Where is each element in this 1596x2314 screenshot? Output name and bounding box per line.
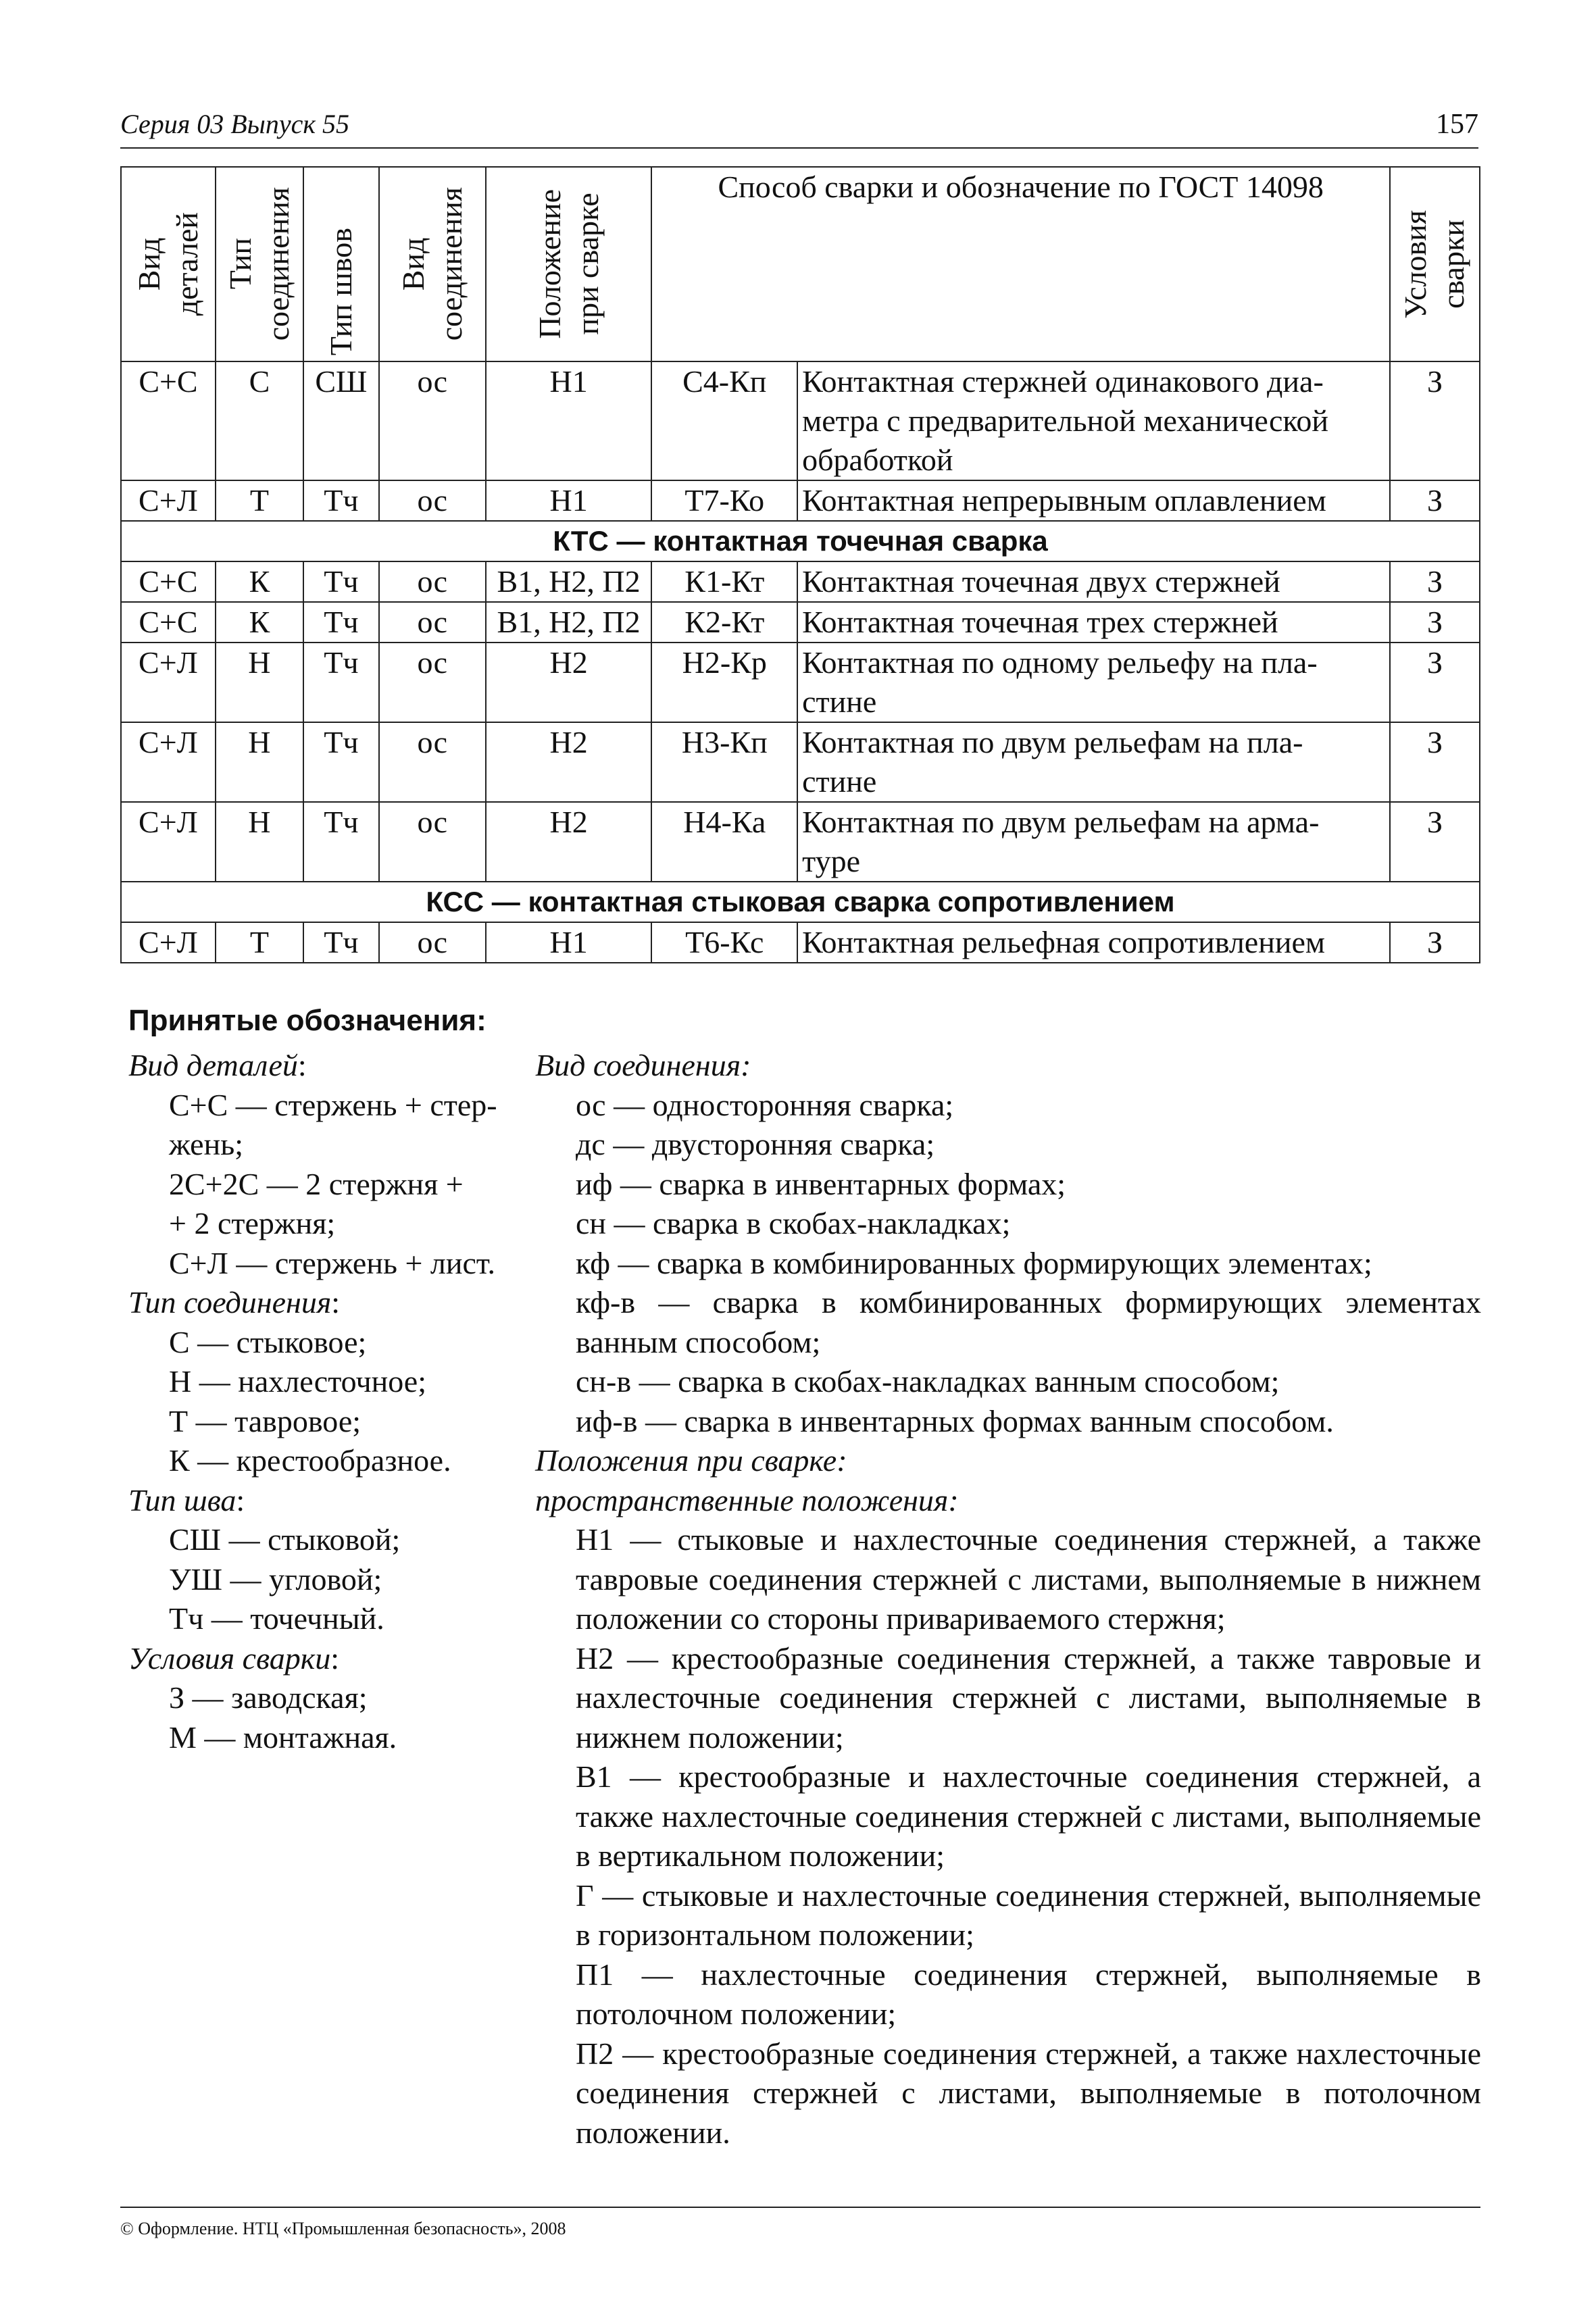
table-row [121, 361, 1480, 480]
section-kts [121, 521, 1480, 561]
connection-item: сн — сварка в скобах-накладках; [576, 1206, 1011, 1240]
cell-method-desc: Контактная по одному рельефу на пла- стине [797, 643, 1390, 722]
cell-method-code: Т7-Ко [651, 480, 797, 521]
cell-part-type: С+С [121, 361, 216, 480]
cell-joint-type: Н [216, 722, 303, 802]
cell-method-code: Т6-Кс [651, 922, 797, 963]
cell-method-code: Н3-Кп [651, 722, 797, 802]
cell-joint-type: С [216, 361, 303, 480]
cell-method-code: Н4-Ка [651, 802, 797, 882]
position-item: П1 — нахлесточные соединения стержней, выполняемые в потолочном положении; [576, 1957, 1481, 2031]
cell-seam-type: Тч [303, 561, 379, 602]
connection-item: ос — односторонняя сварка; [576, 1087, 954, 1122]
cell-joint-type: Н [216, 643, 303, 722]
position-item: П2 — крестообразные соединения стержней, а также нахлесточные соединения стержней с листами, выполняемые в потолочном положении. [576, 2036, 1481, 2150]
header-seam-type: Тип швов [303, 167, 379, 361]
table-row [121, 922, 1480, 963]
joint-type-heading: Тип соединения: [128, 1285, 341, 1319]
cell-seam-type: Тч [303, 480, 379, 521]
condition-item: З — заводская; [169, 1680, 368, 1715]
table-row [121, 602, 1480, 643]
cell-part-type: С+Л [121, 922, 216, 963]
cell-conditions: З [1390, 722, 1480, 802]
connection-heading: Вид соединения: [535, 1048, 751, 1082]
cell-conditions: З [1390, 602, 1480, 643]
position-item: Н2 — крестообразные соединения стержней, а также тавровые и нахлесточные соединения стержней с листами, выполняемые в нижнем положении; [576, 1640, 1481, 1755]
cell-conditions: З [1390, 480, 1480, 521]
table-row [121, 802, 1480, 882]
position-item: В1 — крестообразные и нахлесточные соединения стержней, а также нахлесточные соединения стержней с листами, выполняемые в вертикальном положении; [576, 1759, 1481, 1873]
seam-type-item: УШ — угловой; [169, 1561, 382, 1596]
seam-type-item: Тч — точечный. [169, 1601, 384, 1636]
cell-joint-type: Т [216, 922, 303, 963]
cell-method-desc: Контактная непрерывным оплавлением [797, 480, 1390, 521]
joint-type-item: Н — нахлесточное; [169, 1364, 427, 1399]
section-kss-label: КСС — контактная стыковая сварка сопротивлением [121, 882, 1480, 922]
cell-position: Н2 [486, 802, 652, 882]
cell-position: Н1 [486, 922, 652, 963]
cell-conditions: З [1390, 643, 1480, 722]
welding-table [120, 166, 1480, 963]
seam-type-item: СШ — стыковой; [169, 1522, 401, 1557]
cell-seam-type: Тч [303, 802, 379, 882]
section-kss [121, 882, 1480, 922]
connection-item: дс — двусторонняя сварка; [576, 1127, 935, 1161]
cell-joint-type: К [216, 602, 303, 643]
legend-title: Принятые обозначения: [128, 1004, 487, 1037]
cell-method-code: К1-Кт [651, 561, 797, 602]
cell-joint-type: Т [216, 480, 303, 521]
header-conditions: Условия сварки [1390, 167, 1480, 361]
table-row [121, 561, 1480, 602]
cell-seam-type: СШ [303, 361, 379, 480]
part-type-item: С+С — стержень + стер- [169, 1087, 497, 1122]
cell-connection-kind: ос [379, 722, 486, 802]
header-position: Положение при сварке [486, 167, 652, 361]
cell-position: В1, Н2, П2 [486, 561, 652, 602]
table-row [121, 722, 1480, 802]
cell-joint-type: Н [216, 802, 303, 882]
joint-type-item: К — крестообразное. [169, 1443, 451, 1478]
section-kts-label: КТС — контактная точечная сварка [121, 521, 1480, 561]
cell-connection-kind: ос [379, 922, 486, 963]
cell-connection-kind: ос [379, 643, 486, 722]
cell-seam-type: Тч [303, 643, 379, 722]
connection-item: иф — сварка в инвентарных формах; [576, 1166, 1066, 1201]
cell-method-desc: Контактная точечная трех стержней [797, 602, 1390, 643]
cell-part-type: С+Л [121, 643, 216, 722]
table-header-row [121, 167, 1480, 361]
cell-connection-kind: ос [379, 561, 486, 602]
cell-method-desc: Контактная стержней одинакового диа- метра с предварительной механической обработкой [797, 361, 1390, 480]
joint-type-item: Т — тавровое; [169, 1403, 361, 1438]
joint-type-item: С — стыковое; [169, 1324, 367, 1359]
page-footer: © Оформление. НТЦ «Промышленная безопасность», 2008 [120, 2207, 1480, 2239]
cell-position: Н2 [486, 722, 652, 802]
legend-left-column [128, 1046, 547, 1757]
cell-connection-kind: ос [379, 361, 486, 480]
cell-method-code: Н2-Кр [651, 643, 797, 722]
cell-part-type: С+Л [121, 802, 216, 882]
table-row [121, 480, 1480, 521]
part-type-heading: Вид деталей: [128, 1048, 307, 1082]
cell-connection-kind: ос [379, 480, 486, 521]
cell-seam-type: Тч [303, 602, 379, 643]
cell-position: Н1 [486, 480, 652, 521]
cell-part-type: С+С [121, 602, 216, 643]
page-number: 157 [1436, 109, 1478, 140]
part-type-item: С+Л — стержень + лист. [169, 1245, 496, 1280]
part-type-item: + 2 стержня; [169, 1206, 336, 1240]
connection-item: сн-в — сварка в скобах-накладках ванным способом; [576, 1364, 1280, 1399]
series-title: Серия 03 Выпуск 55 [120, 109, 350, 139]
cell-part-type: С+С [121, 561, 216, 602]
cell-method-code: С4-Кп [651, 361, 797, 480]
cell-connection-kind: ос [379, 802, 486, 882]
position-item: Н1 — стыковые и нахлесточные соединения стержней, а также тавровые соединения стержней с листами, выполняемые в нижнем положении со стороны привариваемого стержня; [576, 1522, 1481, 1636]
cell-conditions: З [1390, 922, 1480, 963]
cell-part-type: С+Л [121, 722, 216, 802]
positions-heading: Положения при сварке: [535, 1443, 847, 1478]
cell-conditions: З [1390, 802, 1480, 882]
cell-conditions: З [1390, 561, 1480, 602]
cell-seam-type: Тч [303, 922, 379, 963]
header-connection-kind: Вид соединения [379, 167, 486, 361]
cell-connection-kind: ос [379, 602, 486, 643]
cell-part-type: С+Л [121, 480, 216, 521]
legend-right-column [535, 1046, 1481, 2153]
positions-subheading: пространственные положения: [535, 1482, 959, 1517]
position-item: Г — стыковые и нахлесточные соединения стержней, выполняемые в горизонтальном положении; [576, 1878, 1481, 1952]
cell-method-desc: Контактная точечная двух стержней [797, 561, 1390, 602]
seam-type-heading: Тип шва: [128, 1482, 245, 1517]
cell-position: Н1 [486, 361, 652, 480]
cell-conditions: З [1390, 361, 1480, 480]
page-header [120, 108, 1478, 149]
table-row [121, 643, 1480, 722]
connection-item: кф-в — сварка в комбинированных формирующих элементах ванным способом; [576, 1285, 1481, 1359]
cell-method-desc: Контактная рельефная сопротивлением [797, 922, 1390, 963]
cell-method-code: К2-Кт [651, 602, 797, 643]
part-type-item: 2С+2С — 2 стержня + [169, 1166, 464, 1201]
connection-item: иф-в — сварка в инвентарных формах ванным способом. [576, 1403, 1334, 1438]
cell-seam-type: Тч [303, 722, 379, 802]
header-joint-type: Тип соединения [216, 167, 303, 361]
part-type-item: жень; [169, 1127, 243, 1161]
cell-joint-type: К [216, 561, 303, 602]
cell-method-desc: Контактная по двум рельефам на пла- стине [797, 722, 1390, 802]
cell-method-desc: Контактная по двум рельефам на арма- туре [797, 802, 1390, 882]
connection-item: кф — сварка в комбинированных формирующих элементах; [576, 1245, 1372, 1280]
conditions-heading: Условия сварки: [128, 1640, 340, 1676]
header-method: Способ сварки и обозначение по ГОСТ 14098 [651, 167, 1390, 361]
header-part-type: Вид деталей [121, 167, 216, 361]
condition-item: М — монтажная. [169, 1719, 397, 1755]
cell-position: В1, Н2, П2 [486, 602, 652, 643]
cell-position: Н2 [486, 643, 652, 722]
